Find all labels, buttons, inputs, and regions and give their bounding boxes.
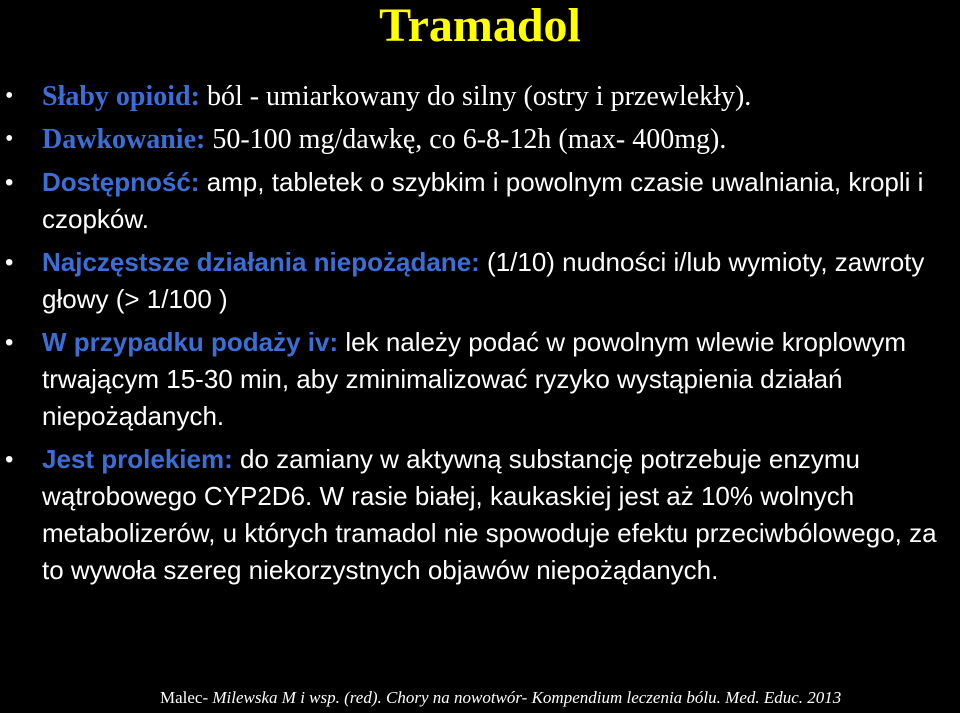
bullet-dot-icon: • (5, 446, 14, 473)
bullet-item (0, 441, 960, 589)
bullet-text: (1/10) nudności i/lub wymioty, zawroty głowy (> 1/100 ) (42, 247, 925, 314)
bullet-dot-icon: • (5, 169, 14, 196)
bullet-label: Dawkowanie: (42, 124, 206, 155)
citation-reference: Milewska M i wsp. (red). Chory na nowotwór- Kompendium leczenia bólu. Med. Educ. 2013 (212, 688, 842, 707)
bullet-item (0, 78, 960, 115)
bullet-text: do zamiany w aktywną substancję potrzebuje enzymu wątrobowego CYP2D6. W rasie białej, kaukaskiej jest aż 10% wolnych metabolizerów, u których tramadol nie spowoduje efektu przeciwbólowego, za to wywoła szereg niekorzystnych objawów niepożądanych. (42, 444, 937, 585)
bullet-dot-icon: • (5, 329, 14, 356)
bullet-list (0, 78, 960, 595)
bullet-item (0, 244, 960, 318)
bullet-dot-icon: • (5, 83, 14, 109)
bullet-text: amp, tabletek o szybkim i powolnym czasie uwalniania, kropli i czopków. (42, 167, 924, 234)
bullet-item (0, 324, 960, 435)
slide-title: Tramadol (379, 0, 581, 52)
bullet-label: W przypadku podaży iv: (42, 327, 339, 357)
citation (160, 687, 960, 709)
bullet-label: Dostępność: (42, 167, 200, 197)
bullet-text: 50-100 mg/dawkę, co 6-8-12h (max- 400mg). (205, 124, 727, 155)
bullet-text: ból - umiarkowany do silny (ostry i przewlekły). (199, 81, 752, 112)
bullet-dot-icon: • (5, 126, 14, 152)
bullet-text: lek należy podać w powolnym wlewie kroplowym trwającym 15-30 min, aby zminimalizować ryzyko wystąpienia działań niepożądanych. (42, 327, 907, 431)
bullet-item (0, 121, 960, 158)
citation-prefix: Malec- (160, 688, 213, 707)
bullet-label: Słaby opioid: (42, 81, 200, 112)
bullet-label: Najczęstsze działania niepożądane: (42, 247, 480, 277)
bullet-dot-icon: • (5, 249, 14, 276)
bullet-label: Jest prolekiem: (42, 444, 233, 474)
bullet-item (0, 164, 960, 238)
